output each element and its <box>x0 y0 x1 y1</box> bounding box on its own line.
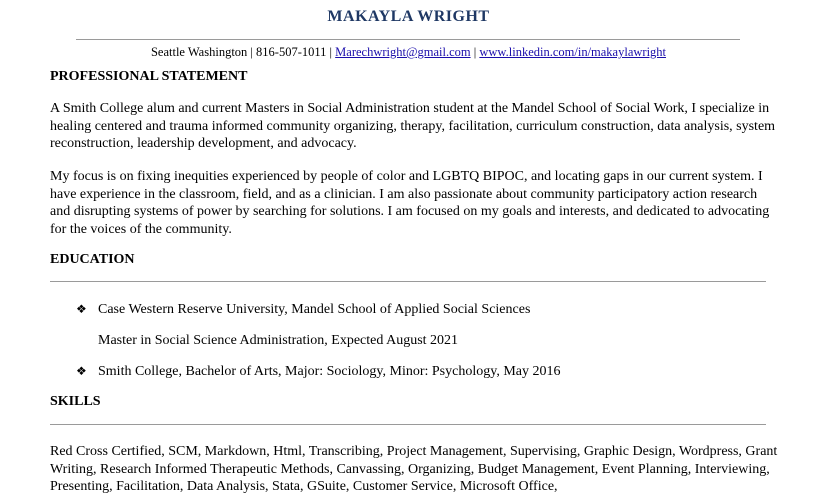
linkedin-link[interactable]: www.linkedin.com/in/makaylawright <box>479 45 667 59</box>
contact-separator: | <box>470 45 480 59</box>
education-heading: EDUCATION <box>50 252 135 267</box>
statement-paragraph-2: My focus is on fixing inequities experienced by people of color and LGBTQ BIPOC, and locating gaps in our current system. I have experience in the classroom, field, and as a clinician. I am also passionate about community participatory action research and disrupting systems of power by searching for solutions. I am focused on my goals and interests, and dedicated to advocating for the voices of the community. <box>50 169 770 237</box>
professional-statement-heading: PROFESSIONAL STATEMENT <box>50 69 248 84</box>
skills-divider <box>50 424 766 425</box>
header-divider <box>76 39 740 40</box>
location-phone: Seattle Washington | 816-507-1011 | <box>150 45 336 59</box>
education-item-college: Smith College, Bachelor of Arts, Major: Sociology, Minor: Psychology, May 2016 <box>98 364 561 379</box>
statement-paragraph-1: A Smith College alum and current Masters in Social Administration student at the Mandel School of Social Work, I specialize in healing centered and trauma informed community organizing, therapy, facilitation, curriculum construction, data analysis, system reconstruction, leadership development, and advocacy. <box>50 101 776 151</box>
education-item-degree: Master in Social Science Administration, Expected August 2021 <box>98 333 459 348</box>
resume-name: MAKAYLA WRIGHT <box>327 8 490 25</box>
education-item-school: Case Western Reserve University, Mandel School of Applied Social Sciences <box>98 302 531 317</box>
education-divider <box>50 281 766 282</box>
email-link[interactable]: Marechwright@gmail.com <box>335 45 471 59</box>
skills-text: Red Cross Certified, SCM, Markdown, Html, Transcribing, Project Management, Supervising, Graphic Design, Wordpress, Grant Writing, Research Informed Therapeutic Methods, Canvassing, Organizing, Budget Management, Event Planning, Interviewing, Presenting, Facilitation, Data Analysis, Stata, GSuite, Customer Service, Microsoft Office, <box>50 444 778 494</box>
bullet-icon: ❖ <box>76 302 87 316</box>
bullet-icon: ❖ <box>76 364 87 378</box>
contact-line <box>0 45 817 60</box>
skills-heading: SKILLS <box>50 394 101 409</box>
